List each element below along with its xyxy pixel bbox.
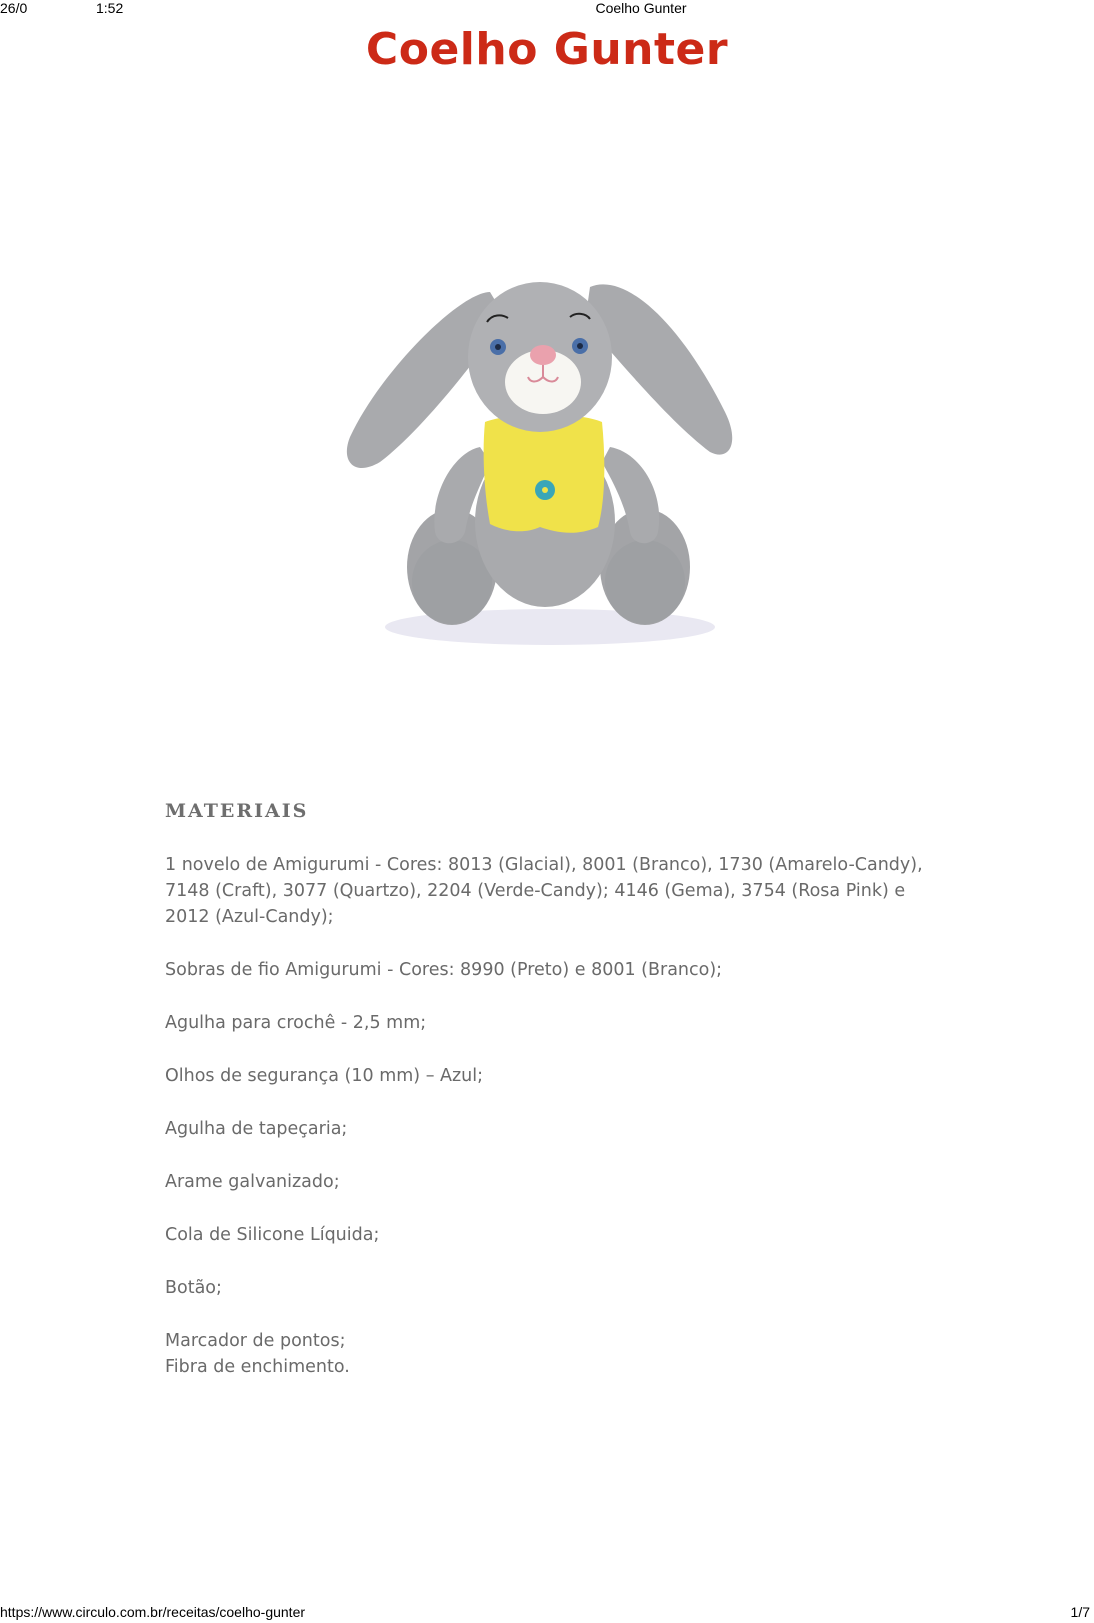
list-item: Olhos de segurança (10 mm) – Azul; [165,1066,484,1086]
list-item: Sobras de fio Amigurumi - Cores: 8990 (Preto) e 8001 (Branco); [165,960,723,980]
list-item: Marcador de pontos; [165,1331,346,1351]
vest [484,415,605,533]
print-footer [0,1604,1094,1622]
list-item: Arame galvanizado; [165,1172,340,1192]
bunny-photo [340,262,760,662]
page-number: 1/7 [1070,1604,1090,1620]
print-time: 1:52 [96,0,124,16]
list-item: 1 novelo de Amigurumi - Cores: 8013 (Glacial), 8001 (Branco), 1730 (Amarelo-Candy), 7148 (Craft), 3077 (Quartzo), 2204 (Verde-Candy); 4146 (Gema), 3754 (Rosa Pink) e 2012 (Azul-Candy); [165,855,923,927]
materials-list [165,852,925,1380]
materials-heading: MATERIAIS [165,800,309,822]
list-item: Agulha para crochê - 2,5 mm; [165,1013,427,1033]
list-item: Fibra de enchimento. [165,1357,350,1377]
page-url: https://www.circulo.com.br/receitas/coelho-gunter [0,1604,306,1620]
list-item: Cola de Silicone Líquida; [165,1225,380,1245]
print-header [0,0,1094,16]
list-item: Botão; [165,1278,222,1298]
list-item: Agulha de tapeçaria; [165,1119,348,1139]
page-title: Coelho Gunter [365,24,729,75]
print-doc-title: Coelho Gunter [595,0,687,16]
print-date: 26/0 [0,0,28,16]
nose [530,345,556,365]
right-foot [605,540,685,624]
